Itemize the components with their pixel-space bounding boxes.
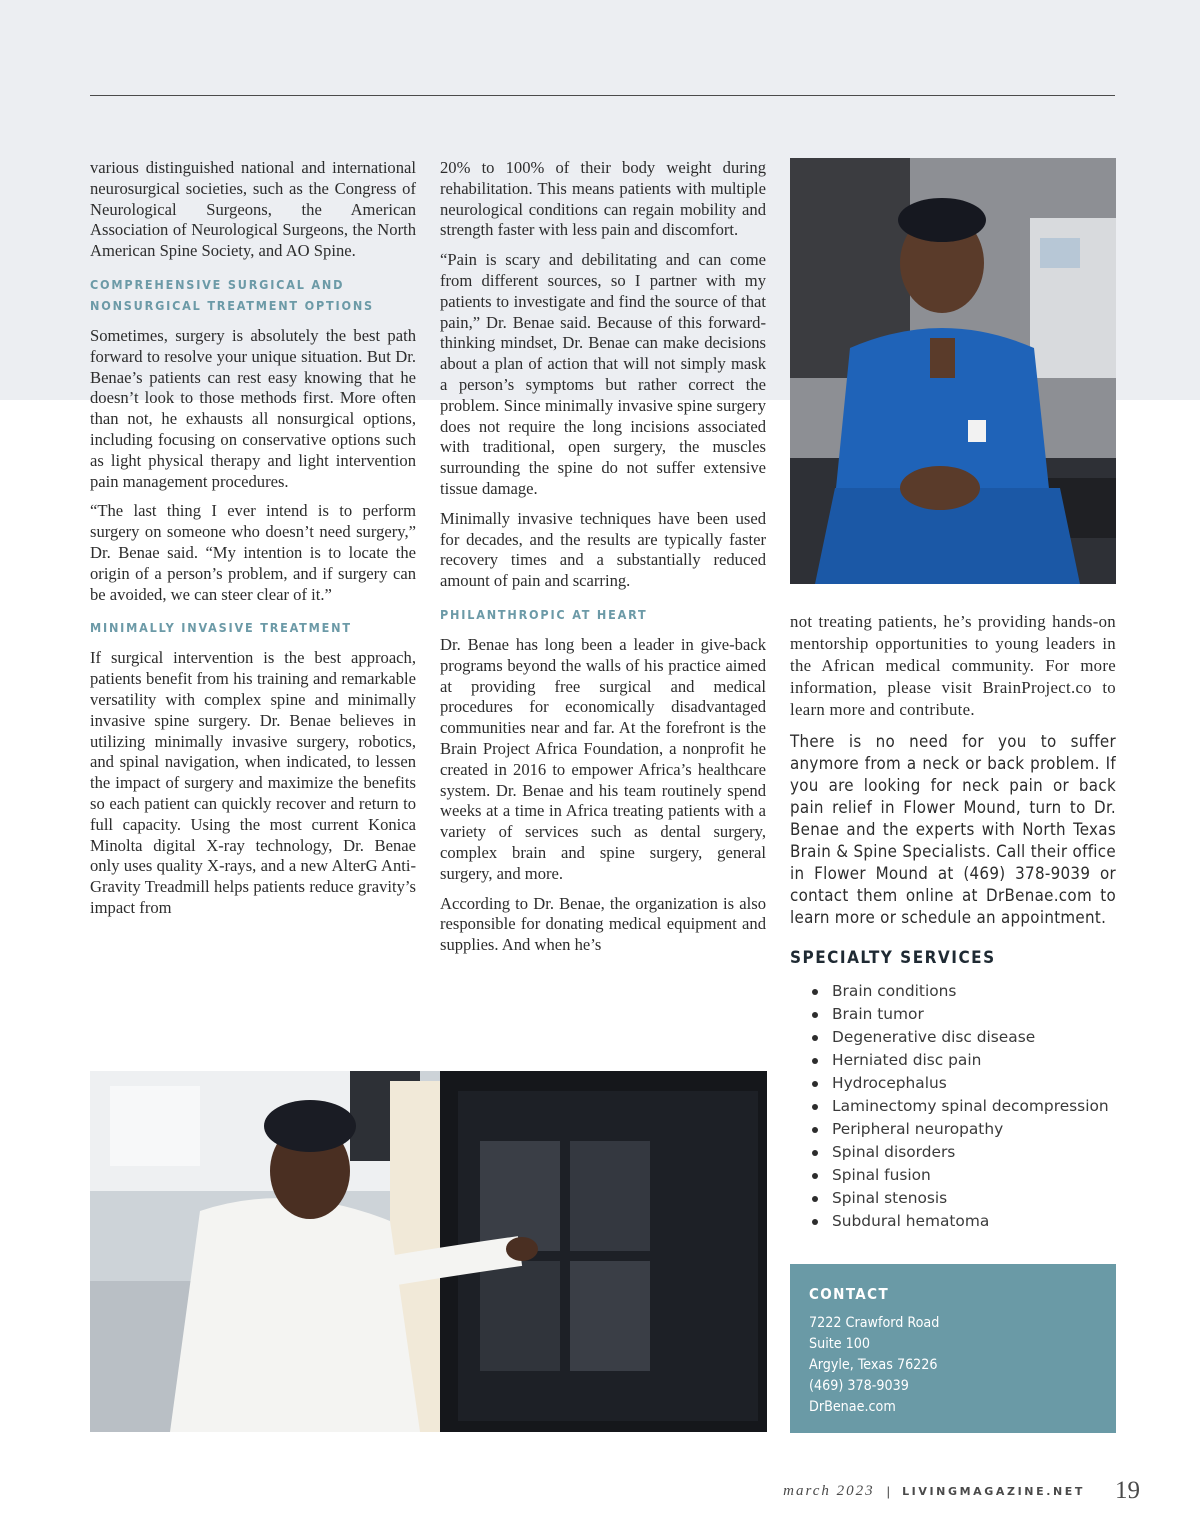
paragraph: Dr. Benae has long been a leader in give-back programs beyond the walls of his practice aimed at providing free surgical and medical procedures for economically disadvantaged communities near and far. At the forefront is the Brain Project Africa Foundation, a nonprofit he created in 2016 to empower Africa’s healthcare system. Dr. Benae and his team routinely spend weeks at a time in Africa treating patients with a variety of services such as dental surgery, complex brain and spine surgery, general surgery, and more. — [440, 634, 766, 883]
paragraph: various distinguished national and international neurosurgical societies, such as the Congress of Neurological Surgeons, the American Association of Neurological Surgeons, the North American Spine Society, and AO Spine. — [90, 158, 416, 261]
service-item: Brain conditions — [808, 981, 1109, 1004]
call-to-action: There is no need for you to suffer anymore from a neck or back problem. If you are looking for neck pain or back pain relief in Flower Mound, turn to Dr. Benae and the experts with North Texas Brain & Spine Specialists. Call their office in Flower Mound at (469) 378-9039 or contact them online at DrBenae.com to learn more or schedule an appointment. — [790, 731, 1116, 927]
specialty-services-title: SPECIALTY SERVICES — [790, 948, 996, 968]
article-column-1 — [90, 158, 416, 928]
service-item: Subdural hematoma — [808, 1211, 1109, 1234]
magazine-site[interactable]: LIVINGMAGAZINE.NET — [902, 1484, 1085, 1498]
specialty-services-list — [808, 981, 1109, 1234]
article-column-3 — [790, 611, 1116, 937]
contact-address-line-2: Suite 100 — [809, 1335, 871, 1352]
section-heading: COMPREHENSIVE SURGICAL AND NONSURGICAL TREATMENT OPTIONS — [90, 276, 374, 313]
lab-photo — [90, 1071, 767, 1432]
service-item: Degenerative disc disease — [808, 1027, 1109, 1050]
footer-separator: | — [886, 1483, 891, 1499]
paragraph: Minimally invasive techniques have been used for decades, and the results are typically faster recovery times and a substantially reduced amount of pain and scarring. — [440, 508, 766, 591]
service-item: Spinal disorders — [808, 1142, 1109, 1165]
header-rule — [90, 95, 1115, 96]
portrait-photo — [790, 158, 1116, 584]
service-item: Brain tumor — [808, 1004, 1109, 1027]
service-item: Hydrocephalus — [808, 1073, 1109, 1096]
page-number: 19 — [1115, 1477, 1140, 1504]
contact-details — [809, 1313, 939, 1418]
contact-box — [790, 1264, 1116, 1433]
paragraph: not treating patients, he’s providing hands-on mentorship opportunities to young leaders in the African medical community. For more information, please visit BrainProject.co to learn more and contribute. — [790, 612, 1116, 719]
contact-phone[interactable]: (469) 378-9039 — [809, 1377, 909, 1394]
paragraph: Sometimes, surgery is absolutely the best path forward to resolve your unique situation. But Dr. Benae’s patients can rest easy knowing that he doesn’t look to those methods first. More often than not, he exhausts all nonsurgical options, including focusing on conservative options such as light physical therapy and light intervention pain management procedures. — [90, 325, 416, 491]
service-item: Herniated disc pain — [808, 1050, 1109, 1073]
service-item: Spinal stenosis — [808, 1188, 1109, 1211]
article-column-2 — [440, 158, 766, 965]
service-item: Spinal fusion — [808, 1165, 1109, 1188]
paragraph: According to Dr. Benae, the organization is also responsible for donating medical equipment and supplies. And when he’s — [440, 893, 766, 955]
paragraph: If surgical intervention is the best approach, patients benefit from his training and remarkable versatility with complex spine and minimally invasive spine surgery. Dr. Benae believes in utilizing minimally invasive surgery, robotics, and spinal navigation, when indicated, to lessen the impact of surgery and maximize the benefits so each patient can quickly recover and return to full capacity. Using the most current Konica Minolta digital X-ray technology, Dr. Benae only uses quality X-rays, and a new AlterG Anti-Gravity Treadmill helps patients reduce gravity’s impact from — [90, 648, 416, 917]
paragraph: 20% to 100% of their body weight during rehabilitation. This means patients with multiple neurological conditions can regain mobility and strength faster with less pain and discomfort. — [440, 158, 766, 240]
service-item: Peripheral neuropathy — [808, 1119, 1109, 1142]
contact-title: CONTACT — [809, 1285, 890, 1303]
contact-address-line-1: 7222 Crawford Road — [809, 1315, 940, 1331]
section-heading: MINIMALLY INVASIVE TREATMENT — [90, 620, 352, 636]
contact-website[interactable]: DrBenae.com — [809, 1398, 896, 1415]
contact-city: Argyle, Texas 76226 — [809, 1356, 938, 1373]
issue-date: march 2023 — [783, 1482, 875, 1499]
page-footer — [783, 1476, 1140, 1506]
section-heading: PHILANTHROPIC AT HEART — [440, 606, 648, 622]
paragraph: “Pain is scary and debilitating and can come from different sources, so I partner with my patients to investigate and find the source of that pain,” Dr. Benae said. Because of this forward-thinking mindset, Dr. Benae can make decisions about a plan of action that will not simply mask a person’s symptoms but rather correct the problem. Since minimally invasive spine surgery does not require the long incisions associated with traditional, open surgery, the muscles surrounding the spine do not suffer extensive tissue damage. — [440, 250, 766, 498]
paragraph: “The last thing I ever intend is to perform surgery on someone who doesn’t need surgery,” Dr. Benae said. “My intention is to locate the origin of a person’s problem, and if surgery can be avoided, we can steer clear of it.” — [90, 501, 416, 604]
service-item: Laminectomy spinal decompression — [808, 1096, 1109, 1119]
